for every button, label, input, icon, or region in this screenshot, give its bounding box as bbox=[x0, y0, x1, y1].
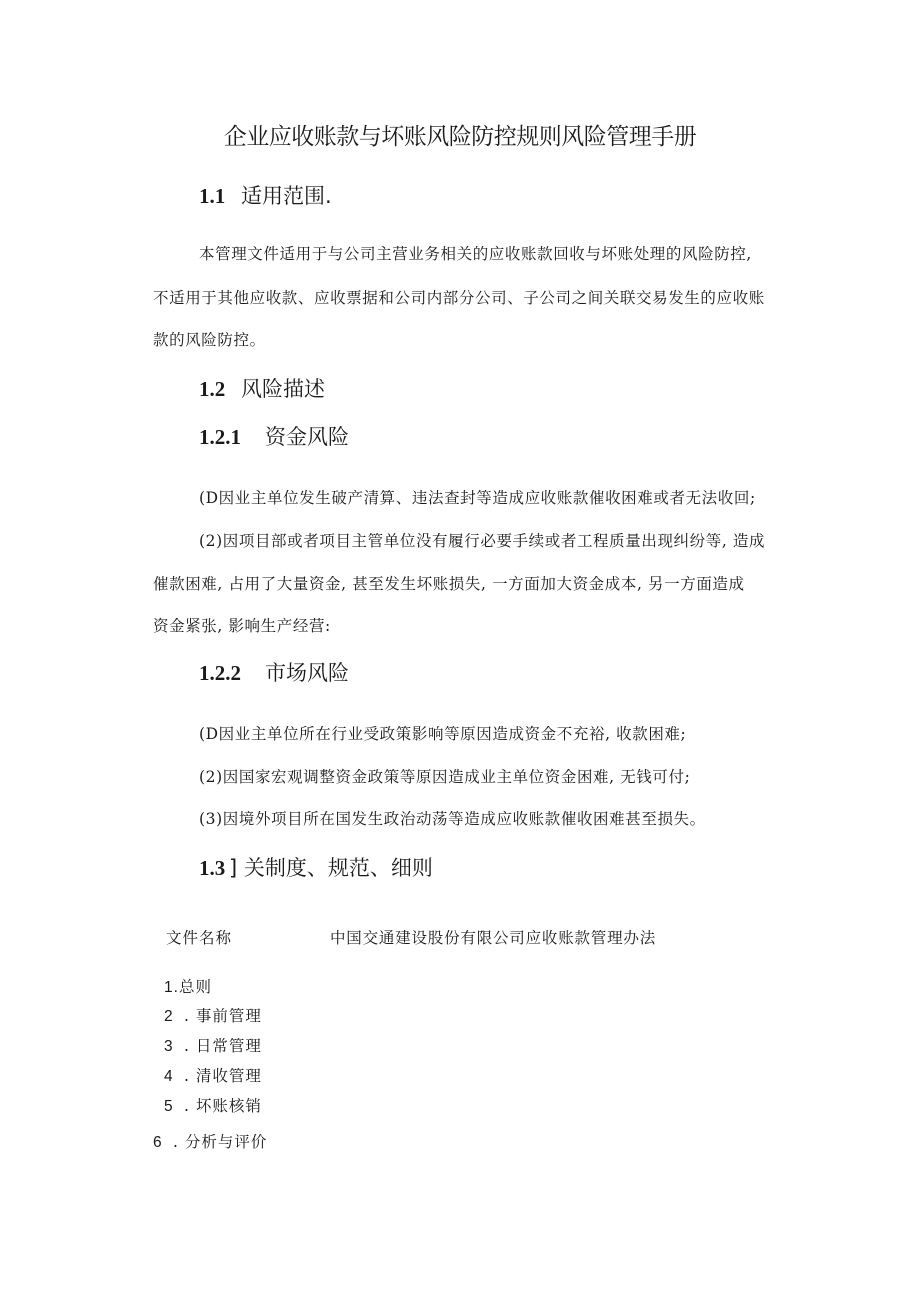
list-item-number: 2 bbox=[164, 1008, 174, 1025]
section-title: ] 关制度、规范、细则 bbox=[229, 856, 433, 880]
paragraph-line: 资金紧张, 影响生产经营: bbox=[153, 617, 331, 635]
paragraph-line: 款的风险防控。 bbox=[153, 331, 266, 349]
section-heading-1-1 bbox=[199, 180, 332, 210]
list-item bbox=[164, 1034, 262, 1056]
paragraph-line: (2)因项目部或者项目主管单位没有履行必要手续或者工程质量出现纠纷等, 造成 bbox=[199, 532, 766, 550]
section-number: 1.2 bbox=[199, 377, 226, 401]
list-item bbox=[153, 1130, 267, 1152]
list-item bbox=[164, 1064, 262, 1086]
section-title: 适用范围. bbox=[241, 184, 332, 208]
list-item-number: 1. bbox=[164, 979, 179, 996]
list-item bbox=[164, 1094, 262, 1116]
paragraph-line: 不适用于其他应收款、应收票据和公司内部分公司、子公司之间关联交易发生的应收账 bbox=[153, 289, 765, 307]
section-heading-1-2-1 bbox=[199, 421, 349, 451]
paragraph-line: (3)因境外项目所在国发生政治动荡等造成应收账款催收困难甚至损失。 bbox=[199, 810, 706, 828]
list-item-text: . 清收管理 bbox=[184, 1067, 262, 1085]
section-heading-1-2 bbox=[199, 373, 325, 403]
paragraph-line: 本管理文件适用于与公司主营业务相关的应收账款回收与坏账处理的风险防控, bbox=[199, 245, 752, 263]
list-item-text: . 坏账核销 bbox=[184, 1097, 262, 1115]
list-item-number: 6 bbox=[153, 1134, 163, 1151]
document-title: 企业应收账款与坏账风险防控规则风险管理手册 bbox=[223, 124, 697, 150]
section-heading-1-3 bbox=[199, 852, 433, 882]
list-item-number: 4 bbox=[164, 1068, 174, 1085]
section-number: 1.2.2 bbox=[199, 661, 241, 685]
paragraph-line: (2)因国家宏观调整资金政策等原因造成业主单位资金困难, 无钱可付; bbox=[199, 768, 691, 786]
table-label: 文件名称 bbox=[166, 929, 233, 947]
section-title: 资金风险 bbox=[265, 425, 349, 449]
section-number: 1.2.1 bbox=[199, 425, 241, 449]
section-title: 市场风险 bbox=[265, 661, 349, 685]
section-number: 1.3 bbox=[199, 856, 226, 880]
paragraph-line: (D因业主单位发生破产清算、违法查封等造成应收账款催收困难或者无法收回; bbox=[199, 489, 756, 507]
list-item-text: . 分析与评价 bbox=[173, 1133, 268, 1151]
paragraph-line: (D因业主单位所在行业受政策影响等原因造成资金不充裕, 收款困难; bbox=[199, 725, 687, 743]
list-item-text: . 事前管理 bbox=[184, 1007, 262, 1025]
list-item bbox=[164, 1004, 262, 1026]
section-heading-1-2-2 bbox=[199, 657, 349, 687]
list-item-text: . 日常管理 bbox=[184, 1037, 262, 1055]
section-title: 风险描述 bbox=[241, 377, 325, 401]
list-item-number: 3 bbox=[164, 1038, 174, 1055]
list-item-number: 5 bbox=[164, 1098, 174, 1115]
paragraph-line: 催款困难, 占用了大量资金, 甚至发生坏账损失, 一方面加大资金成本, 另一方面造成 bbox=[153, 575, 745, 593]
list-item-text: 总则 bbox=[178, 978, 212, 996]
table-value: 中国交通建设股份有限公司应收账款管理办法 bbox=[330, 929, 657, 947]
section-number: 1.1 bbox=[199, 184, 226, 208]
list-item bbox=[164, 975, 212, 997]
